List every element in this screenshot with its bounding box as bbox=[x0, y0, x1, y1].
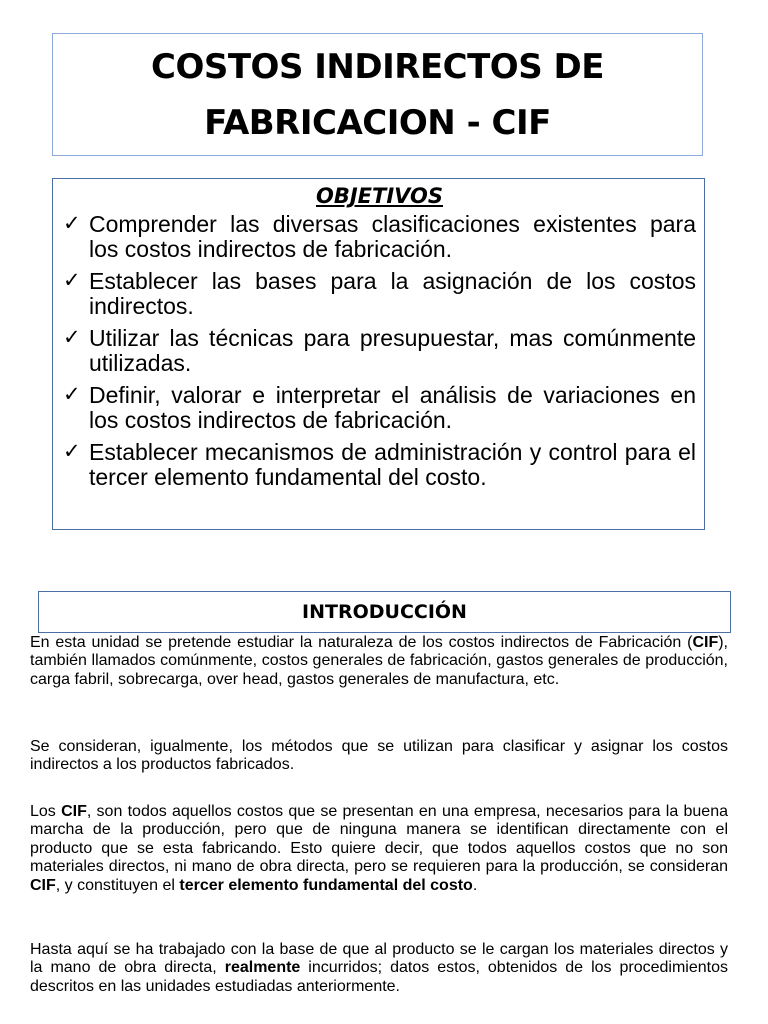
intro-paragraph-4 bbox=[30, 941, 728, 996]
emphasis-cif: CIF bbox=[61, 803, 87, 820]
objective-item bbox=[63, 212, 696, 261]
text-run: Los bbox=[30, 803, 62, 820]
objectives-list bbox=[63, 212, 696, 489]
objective-text: Definir, valorar e interpretar el análisis de variaciones en los costos indirectos de fabricación. bbox=[89, 382, 696, 433]
check-icon: ✓ bbox=[63, 383, 81, 406]
text-run: , y constituyen el bbox=[55, 876, 180, 894]
objective-text: Comprender las diversas clasificaciones existentes para los costos indirectos de fabricación. bbox=[89, 211, 696, 262]
objective-text: Establecer mecanismos de administración y control para el tercer elemento fundamental del costo. bbox=[89, 439, 696, 490]
intro-paragraph-1 bbox=[30, 634, 728, 689]
intro-paragraph-3 bbox=[30, 803, 728, 895]
objective-item bbox=[63, 383, 696, 432]
objectives-box bbox=[52, 178, 705, 530]
title-box bbox=[52, 33, 703, 156]
page-title-line-1: COSTOS INDIRECTOS DE bbox=[151, 46, 604, 87]
text-run: , son todos aquellos costos que se presentan en una empresa, necesarios para la buena marcha de la producción, pero que de ninguna manera se identifican directamente con el producto que se esta fabricando. Esto quiere decir, que todos aquellos costos que no son materiales directos, ni mano de obra directa, pero se requieren para la producción, se consideran bbox=[30, 803, 728, 876]
objective-item bbox=[63, 440, 696, 489]
objectives-heading: OBJETIVOS bbox=[315, 184, 443, 208]
introduction-heading-box bbox=[38, 591, 731, 633]
page-title-line-2: FABRICACION - CIF bbox=[204, 102, 551, 143]
objective-text: Establecer las bases para la asignación de los costos indirectos. bbox=[89, 268, 696, 319]
emphasis-cif: CIF bbox=[692, 634, 719, 651]
check-icon: ✓ bbox=[63, 440, 81, 463]
text-run: En esta unidad se pretende estudiar la naturaleza de los costos indirectos de Fabricación ( bbox=[30, 634, 693, 651]
emphasis-cif: CIF bbox=[30, 876, 56, 894]
text-run: . bbox=[472, 876, 478, 894]
intro-paragraph-2: Se consideran, igualmente, los métodos que se utilizan para clasificar y asignar los costos indirectos a los productos fabricados. bbox=[30, 738, 728, 774]
text-run: ), también llamados comúnmente, costos generales de fabricación, gastos generales de producción, carga fabril, sobrecarga, over head, gastos generales de manufactura, etc. bbox=[30, 634, 728, 688]
objective-text: Utilizar las técnicas para presupuestar, mas comúnmente utilizadas. bbox=[89, 325, 696, 376]
objective-item bbox=[63, 269, 696, 318]
check-icon: ✓ bbox=[63, 326, 81, 349]
emphasis-phrase: tercer elemento fundamental del costo bbox=[179, 876, 473, 894]
introduction-heading: INTRODUCCIÓN bbox=[302, 601, 467, 623]
text-run: Hasta aquí se ha trabajado con la base de que al producto se le cargan los materiales directos y la mano de obra directa, bbox=[30, 941, 728, 977]
emphasis-realmente: realmente bbox=[224, 959, 301, 977]
check-icon: ✓ bbox=[63, 212, 81, 235]
objective-item bbox=[63, 326, 696, 375]
check-icon: ✓ bbox=[63, 269, 81, 292]
text-run: incurridos; datos estos, obtenidos de los procedimientos descritos en las unidades estudiadas anteriormente. bbox=[30, 959, 729, 995]
